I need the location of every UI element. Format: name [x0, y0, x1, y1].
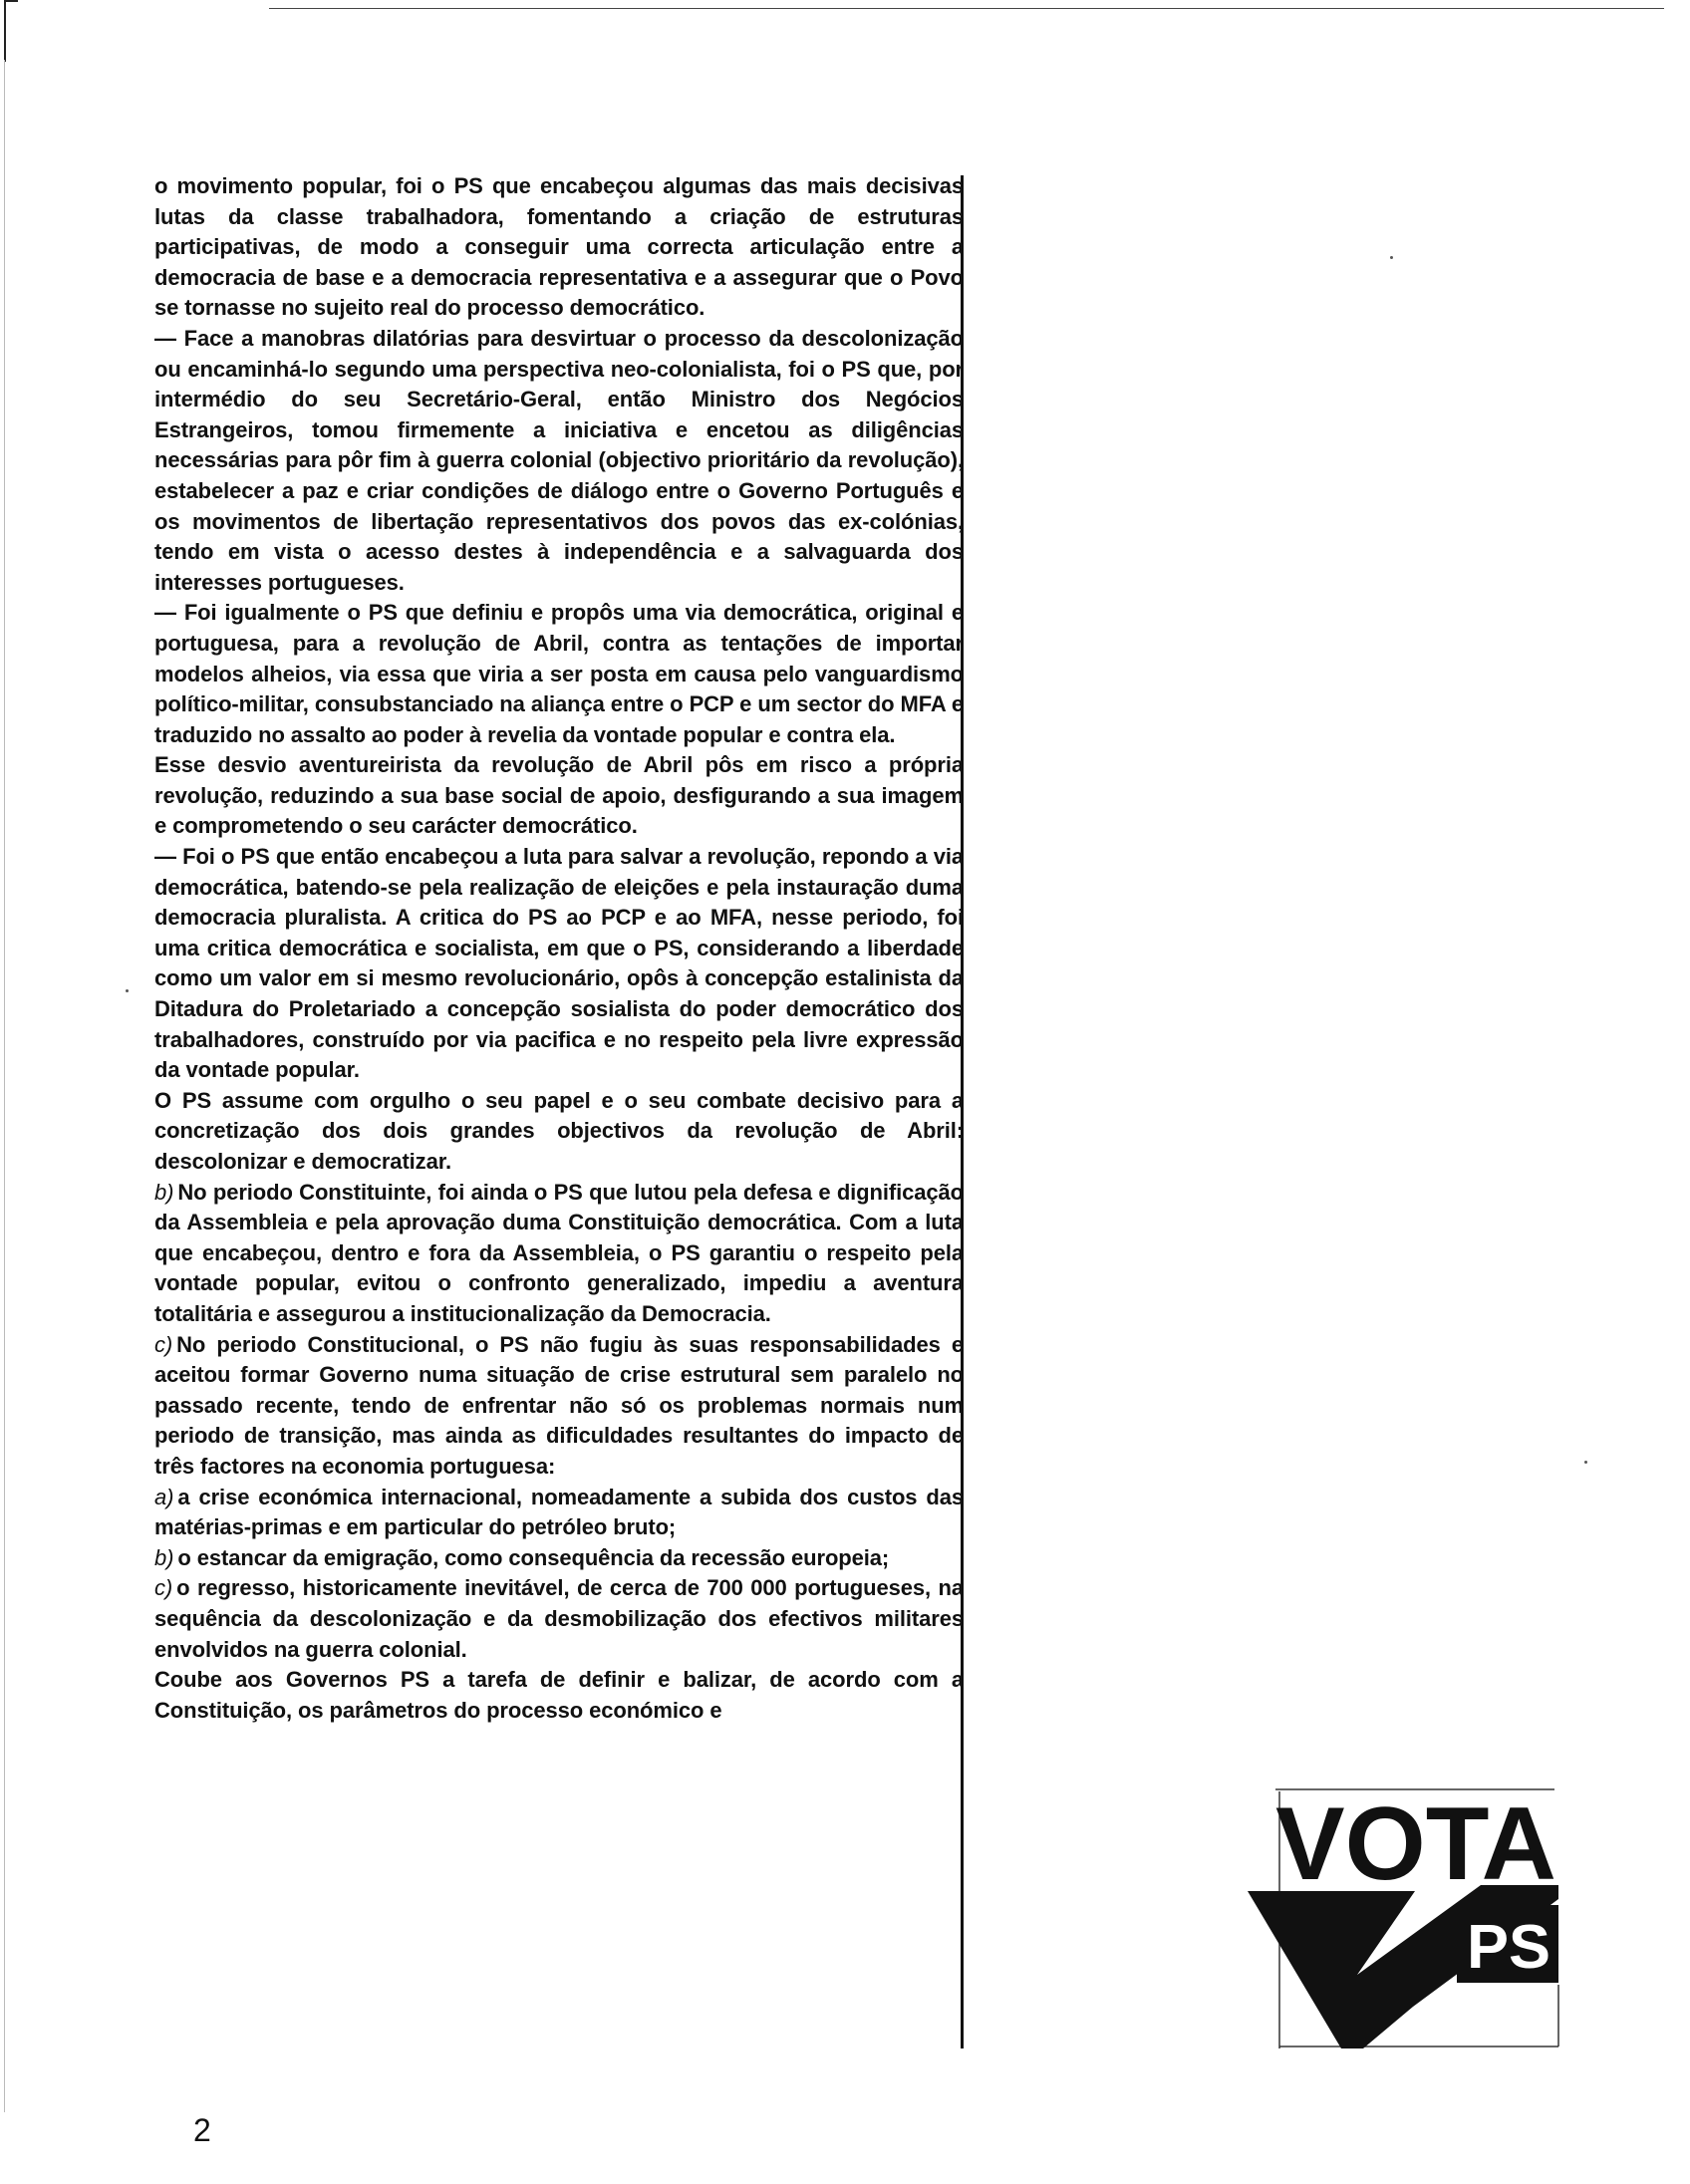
- scan-speck: [1390, 256, 1393, 259]
- item-text: No periodo Constitucional, o PS não fugiu às suas responsabilidades e aceitou formar Governo numa situação de crise estrutural sem paralelo no passado recente, tendo de enfrentar não só os problemas normais num periodo de transição, mas ainda as dificuldades resultantes do impacto de três factores na economia portuguesa:: [154, 1331, 964, 1479]
- list-item: [154, 1543, 964, 1574]
- logo-word: VOTA: [1275, 1786, 1556, 1902]
- item-label: c): [154, 1575, 173, 1601]
- vota-ps-logo-graphic: [1246, 1775, 1564, 2048]
- item-text: No periodo Constituinte, foi ainda o PS que lutou pela defesa e dignificação da Assembleia e pela aprovação duma Constituição democrática. Com a luta que encabeçou, dentro e fora da Assembleia, o PS garantiu o respeito pela vontade popular, evitou o confronto generalizado, impediu a aventura totalitária e assegurou a institucionalização da Democracia.: [154, 1179, 964, 1326]
- vota-ps-logo: [1246, 1775, 1564, 2048]
- closing-paragraph: Coube aos Governos PS a tarefa de definir e balizar, de acordo com a Constituição, os parâmetros do processo económico e: [154, 1667, 964, 1723]
- item-label: b): [154, 1544, 174, 1570]
- page-number: 2: [193, 2112, 211, 2148]
- text-column: [154, 171, 964, 2054]
- item-text: o estancar da emigração, como consequência da recessão europeia;: [177, 1544, 890, 1570]
- column-rule: [961, 175, 964, 2048]
- logo-party: PS: [1467, 1913, 1550, 1982]
- scan-speck: [1584, 1461, 1587, 1464]
- item-label: b): [154, 1179, 174, 1205]
- list-item: [154, 1330, 964, 1483]
- scan-speck: [126, 989, 129, 992]
- list-item: [154, 1483, 964, 1543]
- top-rule: [269, 8, 1664, 9]
- left-edge-rule: [4, 60, 5, 2112]
- item-text: o regresso, historicamente inevitável, de cerca de 700 000 portugueses, na sequência da descolonização e da desmobilização dos efectivos militares envolvidos na guerra colonial.: [154, 1575, 964, 1662]
- paragraph: O PS assume com orgulho o seu papel e o seu combate decisivo para a concretização dos dois grandes objectivos da revolução de Abril: descolonizar e democratizar.: [154, 1087, 964, 1174]
- paragraph: o movimento popular, foi o PS que encabeçou algumas das mais decisivas lutas da classe trabalhadora, fomentando a criação de estruturas participativas, de modo a conseguir uma correcta articulação entre a democracia de base e a democracia representativa e a assegurar que o Povo se tornasse no sujeito real do processo democrático.: [154, 173, 964, 321]
- list-item: [154, 1573, 964, 1665]
- item-text: a crise económica internacional, nomeadamente a subida dos custos das matérias-primas e em particular do petróleo bruto;: [154, 1484, 964, 1540]
- item-label: c): [154, 1331, 173, 1357]
- paragraph: — Foi igualmente o PS que definiu e propôs uma via democrática, original e portuguesa, para a revolução de Abril, contra as tentações de importar modelos alheios, via essa que viria a ser posta em causa pelo vanguardismo político-militar, consubstanciado na aliança entre o PCP e um sector do MFA e traduzido no assalto ao poder à revelia da vontade popular e contra ela.: [154, 600, 964, 747]
- paragraph: — Foi o PS que então encabeçou a luta para salvar a revolução, repondo a via democrática, batendo-se pela realização de eleições e pela instauração duma democracia pluralista. A critica do PS ao PCP e ao MFA, nesse periodo, foi uma critica democrática e socialista, em que o PS, considerando a liberdade como um valor em si mesmo revolucionário, opôs à concepção estalinista da Ditadura do Proletariado a concepção sosialista do poder democrático dos trabalhadores, construído por via pacifica e no respeito pela livre expressão da vontade popular.: [154, 844, 964, 1083]
- list-item: [154, 1178, 964, 1330]
- paragraph: Esse desvio aventureirista da revolução de Abril pôs em risco a própria revolução, reduzindo a sua base social de apoio, desfigurando a sua imagem e comprometendo o seu carácter democrático.: [154, 752, 964, 839]
- item-label: a): [154, 1484, 174, 1509]
- crop-corner-mark: [4, 0, 18, 62]
- paragraph: — Face a manobras dilatórias para desvirtuar o processo da descolonização ou encaminhá-lo segundo uma perspectiva neo-colonialista, foi o PS que, por intermédio do seu Secretário-Geral, então Ministro dos Negócios Estrangeiros, tomou firmemente a iniciativa e encetou as diligências necessárias para pôr fim à guerra colonial (objectivo prioritário da revolução), estabelecer a paz e criar condições de diálogo entre o Governo Português e os movimentos de libertação representativos dos povos das ex-colónias, tendo em vista o acesso destes à independência e a salvaguarda dos interesses portugueses.: [154, 325, 964, 595]
